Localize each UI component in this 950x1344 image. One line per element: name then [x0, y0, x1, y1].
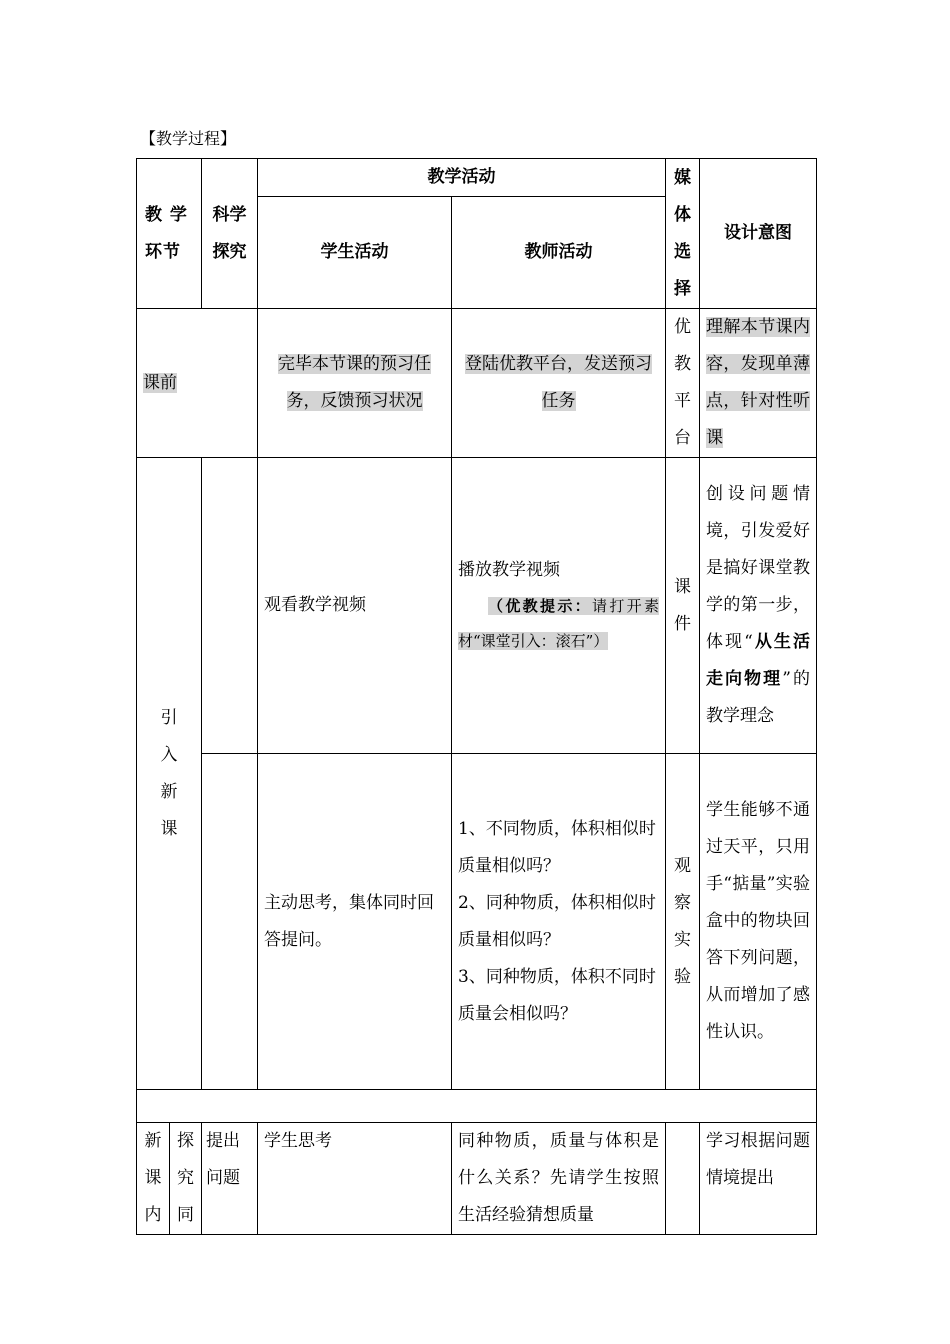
new-lesson-media: [666, 1123, 700, 1235]
intro-inquiry-2: [202, 754, 258, 1090]
new-lesson-stage: 新课内: [137, 1123, 170, 1235]
pre-class-teacher: 登陆优教平台，发送预习任务: [452, 309, 666, 458]
new-lesson-sub: 探究同: [170, 1123, 202, 1235]
intro-media-1: 课件: [666, 458, 700, 754]
pre-class-media: 优教平台: [666, 309, 700, 458]
intro-inquiry-1: [202, 458, 258, 754]
header-teacher: 教师活动: [452, 197, 666, 309]
header-intent: 设计意图: [700, 159, 817, 309]
new-lesson-intent: 学习根据问题情境提出: [700, 1123, 817, 1235]
intro-question-2: 2、同种物质，体积相似时质量相似吗？: [458, 892, 656, 950]
intro-teacher-2: [452, 754, 666, 1090]
intro-intent-1: 创设问题情境，引发爱好是搞好课堂教学的第一步，体现“从生活走向物理”的教学理念: [700, 458, 817, 754]
header-student: 学生活动: [258, 197, 452, 309]
header-stage: 教 学 环节: [137, 159, 202, 309]
pre-class-intent: 理解本节课内容，发现单薄点，针对性听课: [700, 309, 817, 458]
section-heading: 【教学过程】: [140, 129, 237, 148]
pre-class-stage: 课前: [137, 309, 258, 458]
header-activity: 教学活动: [258, 159, 666, 197]
intro-stage: 引入新课: [137, 458, 202, 1090]
separator-row: [137, 1090, 817, 1123]
intro-teacher-1: [452, 458, 666, 754]
intro-question-1: 1、不同物质，体积相似时质量相似吗？: [458, 818, 656, 876]
intro-student-1: 观看教学视频: [258, 458, 452, 754]
intro-teacher-hint: （优教提示：请打开素材“课堂引入：滚石”）: [458, 597, 659, 650]
header-media: 媒体选择: [666, 159, 700, 309]
pre-class-student: 完毕本节课的预习任务，反馈预习状况: [258, 309, 452, 458]
intro-student-2: 主动思考，集体同时回答提问。: [258, 754, 452, 1090]
intro-media-2: 观察实验: [666, 754, 700, 1090]
teaching-process-table: [136, 158, 817, 1235]
header-inquiry: 科学探究: [202, 159, 258, 309]
intro-question-3: 3、同种物质，体积不同时质量会相似吗？: [458, 966, 656, 1024]
intro-teacher-line: 播放教学视频: [458, 560, 560, 580]
new-lesson-inquiry: 提出问题: [202, 1123, 258, 1235]
intro-intent-2: 学生能够不通过天平，只用手“掂量”实验盒中的物块回答下列问题，从而增加了感性认识。: [700, 754, 817, 1090]
new-lesson-teacher: 同种物质，质量与体积是什么关系？先请学生按照生活经验猜想质量: [452, 1123, 666, 1235]
new-lesson-student: 学生思考: [258, 1123, 452, 1235]
